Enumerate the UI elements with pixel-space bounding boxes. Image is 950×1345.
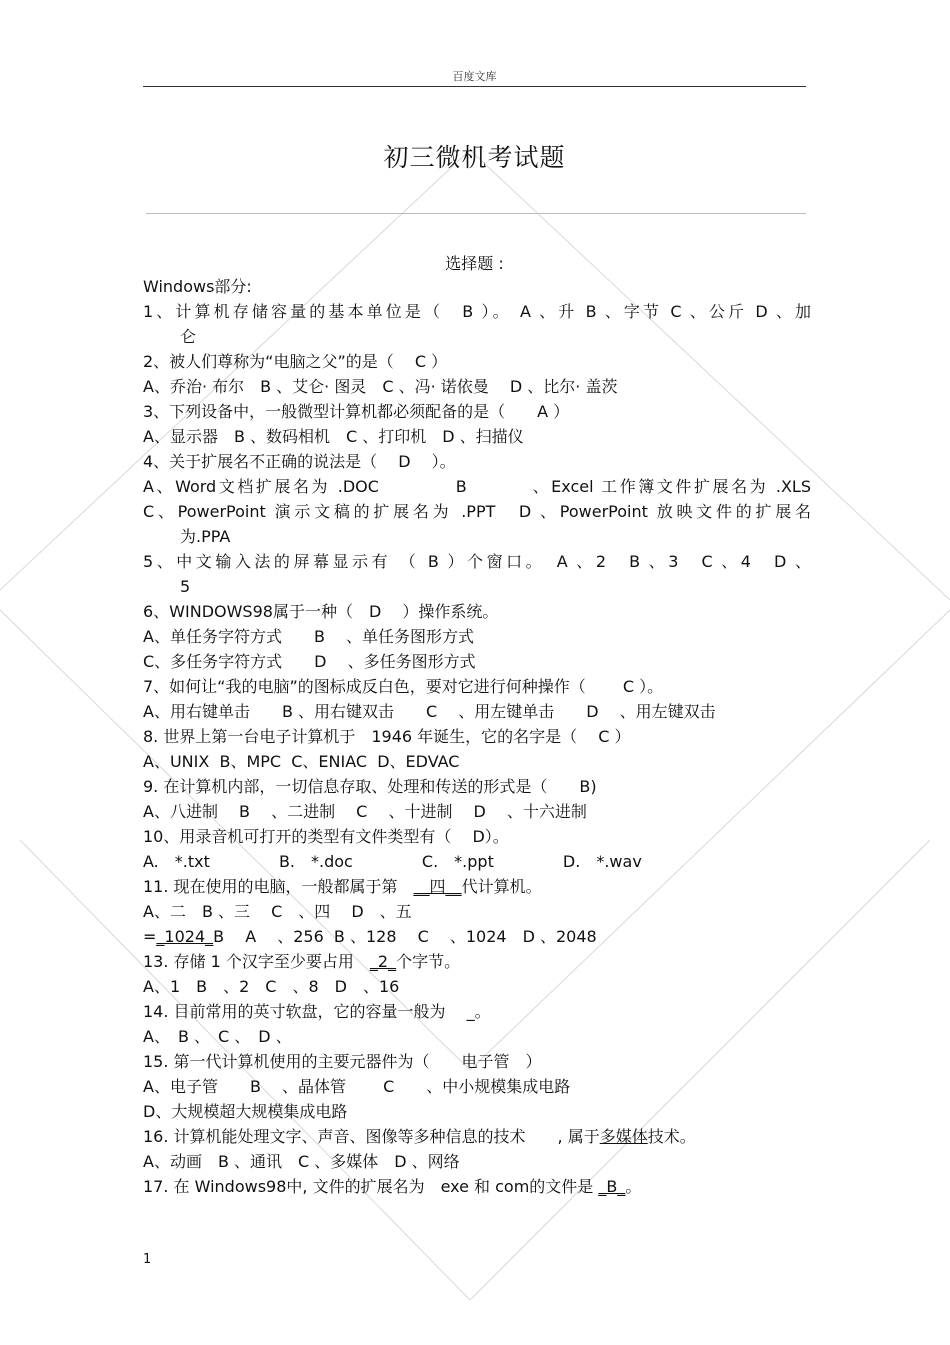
text-line <box>143 774 811 799</box>
text-line <box>143 1149 811 1174</box>
header-site-name: 百度文库 <box>452 70 497 83</box>
text-line <box>143 474 811 499</box>
line-text: 15. 第一代计算机使用的主要元器件为（ 电子管 ） <box>143 1052 542 1071</box>
line-text: 14. 目前常用的英寸软盘，它的容量一般为 _。 <box>143 1002 491 1021</box>
line-text: A、电子管 B 、晶体管 C 、中小规模集成电路 <box>143 1077 571 1096</box>
line-text: A、用右键单击 B 、用右键双击 C 、用左键单击 D 、用左键双击 <box>143 702 716 721</box>
page-number: 1 <box>143 1252 152 1267</box>
answer-blank: 多媒体 <box>599 1127 648 1146</box>
line-text: A、动画 B 、通讯 C 、多媒体 D 、网络 <box>143 1152 460 1171</box>
text-line <box>143 799 811 824</box>
line-text: A、单任务字符方式 B 、单任务图形方式 <box>143 627 475 646</box>
text-line <box>143 924 811 949</box>
line-text-after: B A 、256 B 、128 C 、1024 D 、2048 <box>213 927 597 946</box>
line-text: D、大规模超大规模集成电路 <box>143 1102 348 1121</box>
line-text: A、显示器 B 、数码相机 C 、打印机 D 、扫描仪 <box>143 427 524 446</box>
text-line <box>143 749 811 774</box>
line-text: = <box>143 927 157 946</box>
text-line <box>143 974 811 999</box>
text-line <box>143 524 811 549</box>
text-line <box>143 824 811 849</box>
text-line <box>143 1124 811 1149</box>
line-text-after: 。 <box>625 1177 642 1196</box>
text-line <box>143 574 811 599</box>
line-text: A、二 B 、三 C 、四 D 、五 <box>143 902 412 921</box>
line-text: 仑 <box>180 327 197 346</box>
line-text: 8. 世界上第一台电子计算机于 1946 年诞生，它的名字是（ C ） <box>143 727 631 746</box>
line-text: 4、关于扩展名不正确的说法是（ D ）。 <box>143 452 456 471</box>
text-line <box>143 349 811 374</box>
line-text: A、乔治· 布尔 B 、艾仑· 图灵 C 、冯· 诺依曼 D 、比尔· 盖茨 <box>143 377 618 396</box>
title-rule <box>146 213 806 214</box>
text-line <box>143 374 811 399</box>
text-line <box>143 424 811 449</box>
line-text: A. *.txt B. *.doc C. *.ppt D. *.wav <box>143 852 642 871</box>
line-text: 6、WINDOWS98属于一种（ D ）操作系统。 <box>143 602 499 621</box>
text-line <box>143 624 811 649</box>
line-text: 5 <box>180 577 191 596</box>
text-line <box>143 399 811 424</box>
text-line <box>143 899 811 924</box>
line-text: C、PowerPoint 演示文稿的扩展名为 .PPT D 、PowerPoint 放映文件的扩展名 <box>143 502 811 521</box>
text-line <box>143 549 811 574</box>
line-text: A、1 B 、2 C 、8 D 、16 <box>143 977 400 996</box>
line-text: 13. 存储 1 个汉字至少要占用 <box>143 952 370 971</box>
line-text: 3、下列设备中，一般微型计算机都必须配备的是（ A ） <box>143 402 570 421</box>
text-line <box>143 599 811 624</box>
text-line <box>143 1099 811 1124</box>
line-text: A、Word文档扩展名为 .DOC B 、Excel 工作簿文件扩展名为 .XLS <box>143 477 811 496</box>
header-rule <box>143 86 806 87</box>
text-line <box>143 849 811 874</box>
text-line <box>143 674 811 699</box>
answer-blank: _2_ <box>369 952 397 971</box>
line-text: A、 B 、 C 、 D 、 <box>143 1027 292 1046</box>
text-line <box>143 699 811 724</box>
text-line <box>143 274 811 299</box>
page-title: 初三微机考试题 <box>383 143 566 172</box>
answer-blank: __四__ <box>413 877 462 896</box>
text-line <box>143 874 811 899</box>
text-line <box>143 1174 811 1199</box>
line-text: 9. 在计算机内部，一切信息存取、处理和传送的形式是（ B) <box>143 777 597 796</box>
answer-blank: _B_ <box>598 1177 626 1196</box>
line-text-after: 技术。 <box>647 1127 696 1146</box>
line-text-after: 代计算机。 <box>461 877 542 896</box>
text-line <box>143 1024 811 1049</box>
text-line <box>143 324 811 349</box>
line-text: A、八进制 B 、二进制 C 、十进制 D 、十六进制 <box>143 802 587 821</box>
line-text: A、UNIX B、MPC C、ENIAC D、EDVAC <box>143 752 460 771</box>
text-line <box>143 999 811 1024</box>
line-text: 1、计算机存储容量的基本单位是（ B ）。 A 、升 B 、字节 C 、公斤 D 、加 <box>143 302 811 321</box>
answer-blank: _1024_ <box>156 927 214 946</box>
line-text: C、多任务字符方式 D 、多任务图形方式 <box>143 652 476 671</box>
line-text: 2、被人们尊称为“电脑之父”的是（ C ） <box>143 352 448 371</box>
line-text: 10、用录音机可打开的类型有文件类型有（ D）。 <box>143 827 509 846</box>
text-line <box>143 649 811 674</box>
line-text: 为.PPA <box>180 527 231 546</box>
text-line <box>143 299 811 324</box>
line-text-after: 个字节。 <box>396 952 461 971</box>
line-text: 16. 计算机能处理文字、声音、图像等多种信息的技术 , 属于 <box>143 1127 600 1146</box>
text-line <box>143 499 811 524</box>
text-line <box>143 949 811 974</box>
line-text: 17. 在 Windows98中, 文件的扩展名为 exe 和 com的文件是 <box>143 1177 599 1196</box>
text-line <box>143 1074 811 1099</box>
line-text: 7、如何让“我的电脑”的图标成反白色，要对它进行何种操作（ C ）。 <box>143 677 664 696</box>
question-list <box>143 274 811 1199</box>
line-text: 11. 现在使用的电脑，一般都属于第 <box>143 877 414 896</box>
text-line <box>143 724 811 749</box>
text-line <box>143 449 811 474</box>
text-line <box>143 1049 811 1074</box>
section-heading: 选择题 : <box>445 254 504 273</box>
line-text: 5、中文输入法的屏幕显示有 （ B ）个窗口。 A 、2 B 、3 C 、4 D 、 <box>143 552 811 571</box>
line-text: Windows部分: <box>143 277 252 296</box>
